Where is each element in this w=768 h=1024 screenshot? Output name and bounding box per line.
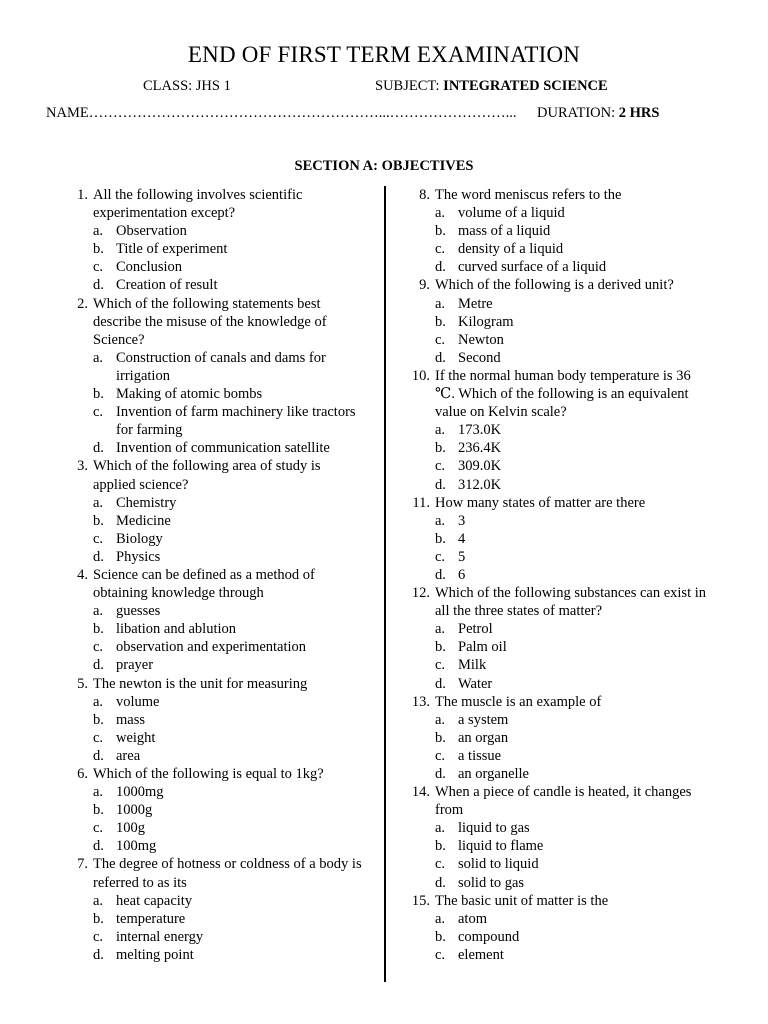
option-letter: d. xyxy=(93,440,104,457)
question-item xyxy=(408,693,712,783)
option-letter: c. xyxy=(435,548,446,565)
answer-option xyxy=(435,476,712,494)
question-text: How many states of matter are there xyxy=(435,494,646,511)
question-text: Which of the following statements best describe the misuse of the knowledge of Science? xyxy=(93,295,327,348)
answer-option xyxy=(435,439,712,457)
answer-option xyxy=(93,349,362,385)
answer-option xyxy=(435,910,712,928)
question-item xyxy=(66,295,362,458)
question-item xyxy=(408,584,712,693)
answer-option xyxy=(435,204,712,222)
answer-option xyxy=(435,512,712,530)
answer-option xyxy=(435,331,712,349)
answer-option xyxy=(435,313,712,331)
option-letter: b. xyxy=(93,910,104,927)
question-number: 2. xyxy=(77,295,88,312)
option-text: curved surface of a liquid xyxy=(458,259,607,276)
question-item xyxy=(408,367,712,494)
questions-column-right xyxy=(408,186,712,964)
option-text: heat capacity xyxy=(116,892,193,909)
option-text: Physics xyxy=(116,548,161,565)
option-text: a system xyxy=(458,711,509,728)
option-text: Title of experiment xyxy=(116,241,228,258)
answer-option xyxy=(435,530,712,548)
answer-option xyxy=(93,240,362,258)
option-letter: d. xyxy=(435,874,446,891)
question-number: 13. xyxy=(411,693,430,710)
question-text: If the normal human body temperature is 36 ℃. Which of the following is an equivalent value on Kelvin scale? xyxy=(435,367,691,421)
option-letter: a. xyxy=(93,784,104,801)
option-text: 173.0K xyxy=(458,422,502,439)
option-letter: a. xyxy=(435,621,446,638)
option-letter: a. xyxy=(435,205,446,222)
answer-option xyxy=(435,855,712,873)
answer-option xyxy=(93,892,362,910)
question-number: 4. xyxy=(77,566,88,583)
option-letter: c. xyxy=(93,729,104,746)
option-letter: b. xyxy=(435,928,446,945)
subject-value: INTEGRATED SCIENCE xyxy=(443,78,608,94)
name-line: NAME……………………………………………………...……………………... xyxy=(46,105,517,121)
questions-column-left xyxy=(66,186,362,964)
option-text: Petrol xyxy=(458,621,493,638)
answer-option xyxy=(435,819,712,837)
answer-option xyxy=(435,457,712,475)
option-text: Biology xyxy=(116,530,163,547)
option-letter: a. xyxy=(435,820,446,837)
question-text: The degree of hotness or coldness of a body is referred to as its xyxy=(93,856,362,891)
answer-option xyxy=(93,620,362,638)
option-letter: c. xyxy=(93,820,104,837)
option-letter: a. xyxy=(93,494,104,511)
question-text: Which of the following area of study is applied science? xyxy=(93,458,321,493)
question-text: When a piece of candle is heated, it changes from xyxy=(435,784,692,819)
answer-option xyxy=(93,946,362,964)
answer-option xyxy=(93,530,362,548)
option-text: mass xyxy=(116,711,145,728)
option-text: element xyxy=(458,946,504,963)
option-letter: a. xyxy=(93,603,104,620)
question-number: 1. xyxy=(77,187,88,203)
option-text: Water xyxy=(458,675,493,692)
option-letter: d. xyxy=(435,675,446,692)
option-text: 100g xyxy=(116,820,145,837)
duration-value: 2 HRS xyxy=(618,105,660,121)
option-letter: d. xyxy=(93,838,104,855)
option-text: 1000g xyxy=(116,802,153,819)
question-number: 3. xyxy=(77,458,88,475)
option-text: compound xyxy=(458,928,520,945)
option-text: guesses xyxy=(116,603,161,620)
question-number: 15. xyxy=(411,892,430,909)
option-text: temperature xyxy=(116,910,186,927)
question-item xyxy=(408,892,712,964)
question-item xyxy=(66,186,362,295)
question-item xyxy=(66,675,362,765)
option-letter: b. xyxy=(435,838,446,855)
option-letter: c. xyxy=(93,259,104,276)
answer-option xyxy=(435,675,712,693)
option-letter: c. xyxy=(435,657,446,674)
option-letter: d. xyxy=(435,259,446,276)
option-letter: a. xyxy=(93,349,104,366)
question-number: 11. xyxy=(412,494,430,511)
option-letter: c. xyxy=(93,404,104,421)
answer-option xyxy=(93,819,362,837)
option-letter: b. xyxy=(93,241,104,258)
option-text: liquid to flame xyxy=(458,838,544,855)
class-label: CLASS: JHS 1 xyxy=(143,78,231,94)
answer-option xyxy=(435,349,712,367)
question-number: 10. xyxy=(411,367,430,384)
option-text: 309.0K xyxy=(458,458,502,475)
option-text: 236.4K xyxy=(458,440,502,457)
option-text: atom xyxy=(458,910,487,927)
question-number: 14. xyxy=(411,784,430,801)
option-text: an organelle xyxy=(458,766,529,782)
option-text: density of a liquid xyxy=(458,241,564,258)
option-text: Milk xyxy=(458,657,487,674)
option-text: Newton xyxy=(458,331,504,348)
answer-option xyxy=(93,548,362,566)
option-text: solid to liquid xyxy=(458,856,539,873)
option-text: internal energy xyxy=(116,928,204,945)
option-text: 4 xyxy=(458,530,466,547)
question-item xyxy=(66,855,362,964)
option-letter: d. xyxy=(435,349,446,366)
option-letter: d. xyxy=(435,766,446,782)
option-letter: d. xyxy=(435,476,446,493)
question-item xyxy=(408,276,712,366)
option-text: observation and experimentation xyxy=(116,639,307,656)
question-text: The word meniscus refers to the xyxy=(435,187,622,203)
option-text: 6 xyxy=(458,566,466,583)
option-letter: c. xyxy=(435,946,446,963)
option-text: 312.0K xyxy=(458,476,502,493)
option-letter: a. xyxy=(93,693,104,710)
option-letter: b. xyxy=(435,639,446,656)
answer-option xyxy=(435,638,712,656)
option-text: weight xyxy=(116,729,156,746)
answer-option xyxy=(93,910,362,928)
question-item xyxy=(408,494,712,584)
option-letter: a. xyxy=(435,295,446,312)
option-text: volume of a liquid xyxy=(458,205,565,222)
answer-option xyxy=(435,421,712,439)
question-text: Which of the following is a derived unit? xyxy=(435,277,674,294)
option-text: 100mg xyxy=(116,838,157,855)
question-item xyxy=(66,765,362,855)
answer-option xyxy=(435,711,712,729)
option-text: area xyxy=(116,747,141,764)
answer-option xyxy=(93,512,362,530)
answer-option xyxy=(435,566,712,584)
answer-option xyxy=(435,946,712,964)
question-item xyxy=(408,186,712,276)
option-letter: b. xyxy=(435,440,446,457)
option-letter: c. xyxy=(93,530,104,547)
duration-line xyxy=(537,105,659,122)
option-text: melting point xyxy=(116,946,194,963)
answer-option xyxy=(435,729,712,747)
answer-option xyxy=(93,385,362,403)
answer-option xyxy=(435,222,712,240)
option-text: a tissue xyxy=(458,747,502,764)
option-text: liquid to gas xyxy=(458,820,530,837)
option-letter: d. xyxy=(93,548,104,565)
option-text: prayer xyxy=(116,657,154,674)
option-letter: a. xyxy=(435,422,446,439)
option-letter: b. xyxy=(93,512,104,529)
answer-option xyxy=(435,765,712,783)
question-number: 9. xyxy=(419,277,430,294)
option-letter: d. xyxy=(93,747,104,764)
option-letter: b. xyxy=(435,530,446,547)
option-text: Creation of result xyxy=(116,277,218,294)
question-item xyxy=(66,566,362,675)
question-number: 6. xyxy=(77,766,88,782)
option-letter: c. xyxy=(435,747,446,764)
option-letter: a. xyxy=(93,892,104,909)
option-text: mass of a liquid xyxy=(458,223,551,240)
question-text: The newton is the unit for measuring xyxy=(93,675,308,692)
answer-option xyxy=(435,837,712,855)
answer-option xyxy=(435,874,712,892)
option-text: Conclusion xyxy=(116,259,183,276)
option-letter: a. xyxy=(435,711,446,728)
answer-option xyxy=(93,747,362,765)
option-letter: c. xyxy=(435,458,446,475)
option-text: Medicine xyxy=(116,512,171,529)
answer-option xyxy=(93,729,362,747)
answer-option xyxy=(435,928,712,946)
option-text: Kilogram xyxy=(458,313,514,330)
answer-option xyxy=(93,837,362,855)
question-text: Which of the following substances can exist in all the three states of matter? xyxy=(435,585,707,620)
option-letter: d. xyxy=(93,277,104,294)
answer-option xyxy=(93,258,362,276)
option-letter: a. xyxy=(93,223,104,240)
question-number: 5. xyxy=(77,675,88,692)
option-letter: b. xyxy=(435,729,446,746)
question-number: 7. xyxy=(77,856,88,873)
answer-option xyxy=(435,620,712,638)
section-title: SECTION A: OBJECTIVES xyxy=(294,158,474,174)
answer-option xyxy=(435,240,712,258)
answer-option xyxy=(93,801,362,819)
option-text: Invention of farm machinery like tractors for farming xyxy=(116,404,356,439)
question-text: All the following involves scientific experimentation except? xyxy=(93,187,303,222)
option-text: Construction of canals and dams for irrigation xyxy=(116,349,326,384)
answer-option xyxy=(435,747,712,765)
option-letter: a. xyxy=(435,512,446,529)
option-letter: b. xyxy=(93,711,104,728)
question-text: The basic unit of matter is the xyxy=(435,892,609,909)
subject-label: SUBJECT: xyxy=(375,78,444,94)
option-letter: b. xyxy=(93,386,104,403)
answer-option xyxy=(93,711,362,729)
option-text: 5 xyxy=(458,548,466,565)
answer-option xyxy=(93,693,362,711)
option-text: Second xyxy=(458,349,501,366)
question-number: 12. xyxy=(411,585,430,602)
option-letter: d. xyxy=(93,946,104,963)
answer-option xyxy=(93,602,362,620)
option-text: Metre xyxy=(458,295,493,312)
subject-line xyxy=(375,78,608,95)
option-text: Observation xyxy=(116,223,187,240)
question-item xyxy=(66,457,362,566)
question-text: Which of the following is equal to 1kg? xyxy=(93,766,324,782)
answer-option xyxy=(93,439,362,457)
option-text: 1000mg xyxy=(116,784,164,801)
column-divider xyxy=(384,186,386,982)
duration-label: DURATION: xyxy=(537,105,619,121)
option-text: Chemistry xyxy=(116,494,177,511)
answer-option xyxy=(93,638,362,656)
answer-option xyxy=(435,295,712,313)
question-item xyxy=(408,783,712,892)
answer-option xyxy=(93,783,362,801)
option-text: Making of atomic bombs xyxy=(116,386,263,403)
option-text: volume xyxy=(116,693,160,710)
answer-option xyxy=(93,494,362,512)
exam-title: END OF FIRST TERM EXAMINATION xyxy=(187,42,581,67)
option-letter: c. xyxy=(93,928,104,945)
answer-option xyxy=(93,276,362,294)
question-number: 8. xyxy=(419,187,430,203)
answer-option xyxy=(435,548,712,566)
option-letter: c. xyxy=(435,331,446,348)
option-text: Palm oil xyxy=(458,639,507,656)
answer-option xyxy=(93,656,362,674)
option-text: libation and ablution xyxy=(116,621,237,638)
option-text: solid to gas xyxy=(458,874,525,891)
answer-option xyxy=(93,222,362,240)
answer-option xyxy=(93,928,362,946)
option-text: Invention of communication satellite xyxy=(116,440,330,457)
option-text: an organ xyxy=(458,729,509,746)
option-letter: c. xyxy=(93,639,104,656)
option-letter: a. xyxy=(435,910,446,927)
answer-option xyxy=(93,403,362,439)
option-letter: d. xyxy=(93,657,104,674)
option-text: 3 xyxy=(458,512,466,529)
answer-option xyxy=(435,258,712,276)
option-letter: c. xyxy=(435,241,446,258)
question-text: The muscle is an example of xyxy=(435,693,602,710)
option-letter: d. xyxy=(435,566,446,583)
answer-option xyxy=(435,656,712,674)
question-text: Science can be defined as a method of obtaining knowledge through xyxy=(93,566,315,602)
option-letter: b. xyxy=(93,621,104,638)
option-letter: b. xyxy=(435,313,446,330)
option-letter: b. xyxy=(93,802,104,819)
option-letter: c. xyxy=(435,856,446,873)
option-letter: b. xyxy=(435,223,446,240)
